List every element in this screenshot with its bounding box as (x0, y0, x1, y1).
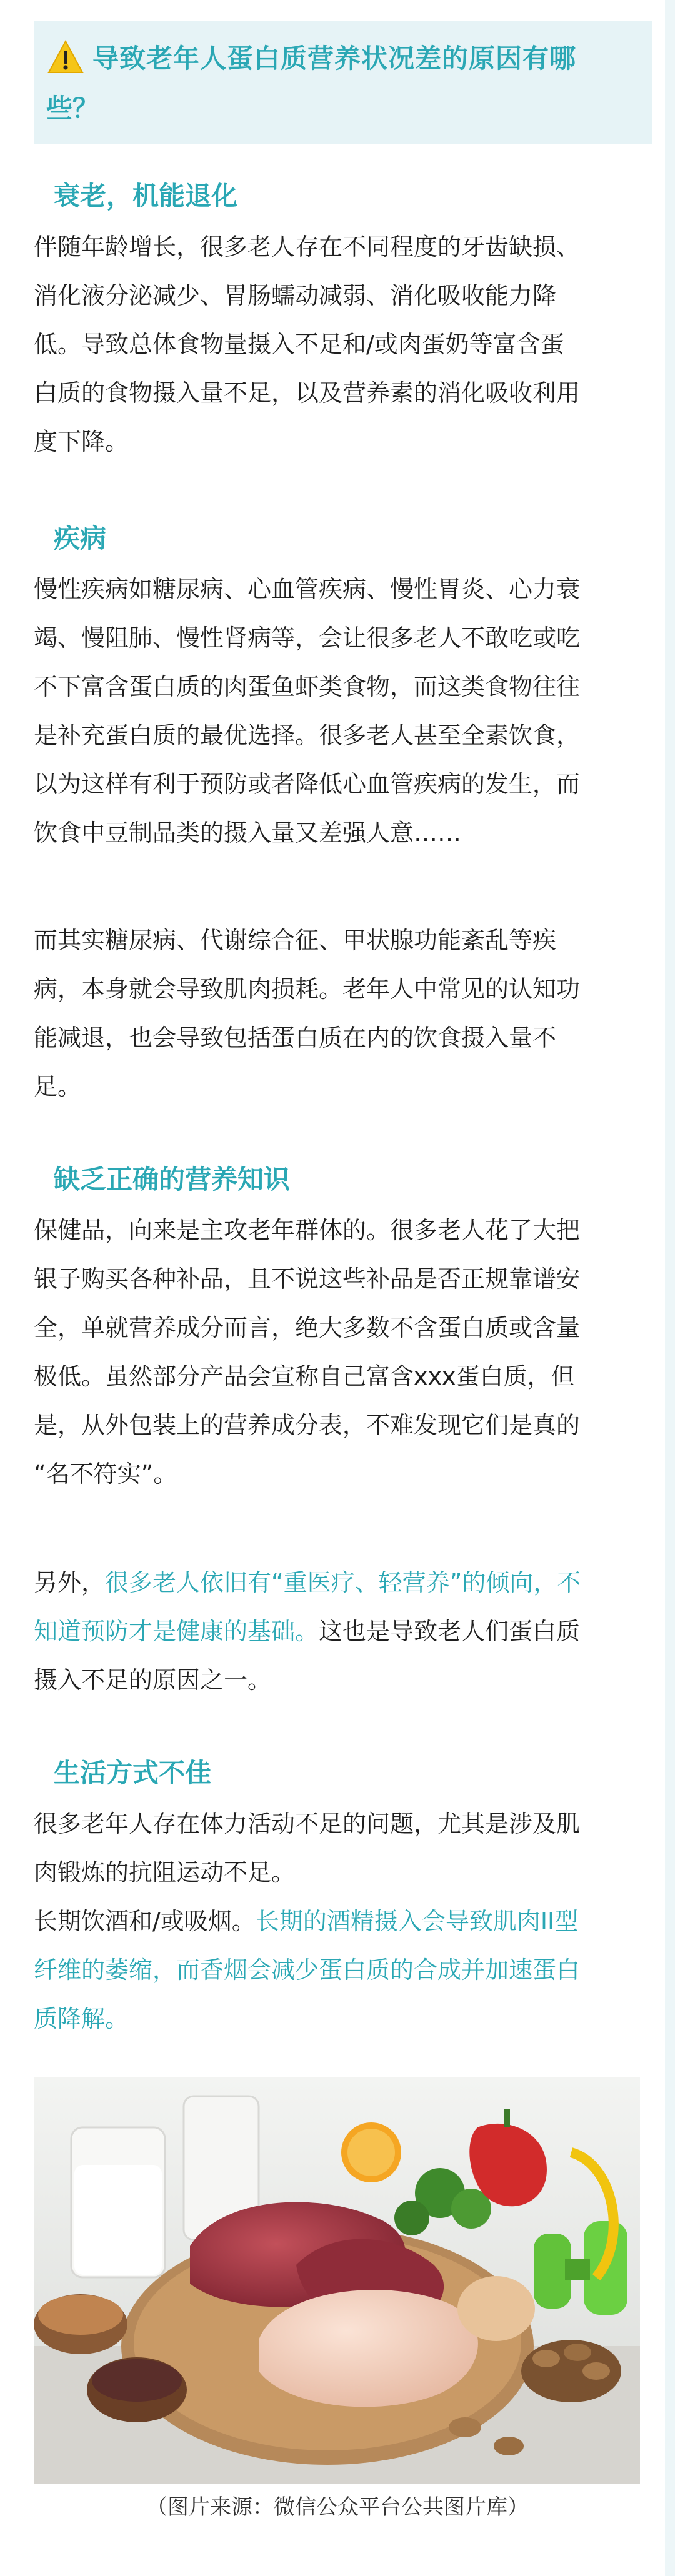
section-title-knowledge: 缺乏正确的营养知识 (54, 1164, 291, 1195)
text-line: 全，单就营养成分而言，绝大多数不含蛋白质或含量 (34, 1314, 581, 1341)
text-line: “名不符实”。 (34, 1460, 178, 1488)
text-line: 肉锻炼的抗阻运动不足。 (34, 1859, 296, 1886)
header-title-line1: 导致老年人蛋白质营养状况差的原因有哪 (92, 43, 577, 74)
text-line: 足。 (34, 1073, 82, 1100)
text-line: 质降解。 (34, 2005, 129, 2032)
text-line: 度下降。 (34, 428, 129, 455)
paragraph-aging (34, 222, 646, 466)
section-title-aging: 衰老，机能退化 (54, 181, 238, 211)
text-line: 以为这样有利于预防或者降低心血管疾病的发生，而 (34, 770, 581, 798)
text-line: 竭、慢阻肺、慢性肾病等，会让很多老人不敢吃或吃 (34, 624, 581, 652)
paragraph-disease (34, 565, 646, 857)
paragraph-lifestyle (34, 1799, 646, 2043)
text-line (34, 1897, 646, 1946)
text-line: 伴随年龄增长，很多老人存在不同程度的牙齿缺损、 (34, 233, 581, 261)
page-edge-strip (665, 0, 675, 2576)
text-plain: 另外， (34, 1569, 106, 1596)
text-line: 很多老年人存在体力活动不足的问题，尤其是涉及肌 (34, 1810, 581, 1838)
text-highlight: 知道预防才是健康的基础。 (34, 1618, 319, 1645)
text-line: 是，从外包装上的营养成分表，不难发现它们是真的 (34, 1411, 581, 1439)
text-line: 极低。虽然部分产品会宣称自己富含xxx蛋白质，但 (34, 1363, 575, 1390)
text-highlight: 很多老人依旧有“重医疗、轻营养”的倾向，不 (105, 1569, 581, 1596)
text-line: 纤维的萎缩，而香烟会减少蛋白质的合成并加速蛋白 (34, 1956, 581, 1984)
protein-foods-photo (34, 2077, 640, 2484)
text-line: 低。导致总体食物量摄入不足和/或肉蛋奶等富含蛋 (34, 331, 564, 358)
text-line: 不下富含蛋白质的肉蛋鱼虾类食物，而这类食物往往 (34, 673, 581, 700)
text-line: 饮食中豆制品类的摄入量又差强人意…… (34, 819, 462, 847)
paragraph-disease-2 (34, 916, 646, 1111)
text-line: 摄入不足的原因之一。 (34, 1666, 272, 1694)
text-line (34, 1558, 646, 1607)
text-line: 而其实糖尿病、代谢综合征、甲状腺功能紊乱等疾 (34, 927, 557, 954)
paragraph-knowledge (34, 1206, 646, 1498)
text-line: 保健品，向来是主攻老年群体的。很多老人花了大把 (34, 1216, 581, 1244)
image-caption: （图片来源：微信公众平台公共图片库） (146, 2495, 529, 2520)
text-line: 能减退，也会导致包括蛋白质在内的饮食摄入量不 (34, 1024, 557, 1052)
text-line: 消化液分泌减少、胃肠蠕动减弱、消化吸收能力降 (34, 282, 557, 309)
text-highlight: 长期的酒精摄入会导致肌肉II型 (255, 1907, 579, 1935)
text-line: 慢性疾病如糖尿病、心血管疾病、慢性胃炎、心力衰 (34, 575, 581, 603)
section-title-disease: 疾病 (54, 523, 107, 554)
warning-icon (48, 40, 84, 74)
text-plain: 长期饮酒和/或吸烟。 (34, 1907, 256, 1935)
text-line: 银子购买各种补品，且不说这些补品是否正规靠谱安 (34, 1265, 581, 1293)
paragraph-knowledge-2 (34, 1558, 646, 1704)
section-title-lifestyle: 生活方式不佳 (54, 1758, 212, 1788)
header-title-line2: 些？ (46, 93, 99, 124)
text-line: 白质的食物摄入量不足，以及营养素的消化吸收利用 (34, 379, 581, 407)
text-line: 病，本身就会导致肌肉损耗。老年人中常见的认知功 (34, 975, 581, 1003)
text-line (34, 1607, 646, 1656)
text-line: 是补充蛋白质的最优选择。很多老人甚至全素饮食， (34, 722, 581, 749)
text-plain: 这也是导致老人们蛋白质 (319, 1618, 581, 1645)
